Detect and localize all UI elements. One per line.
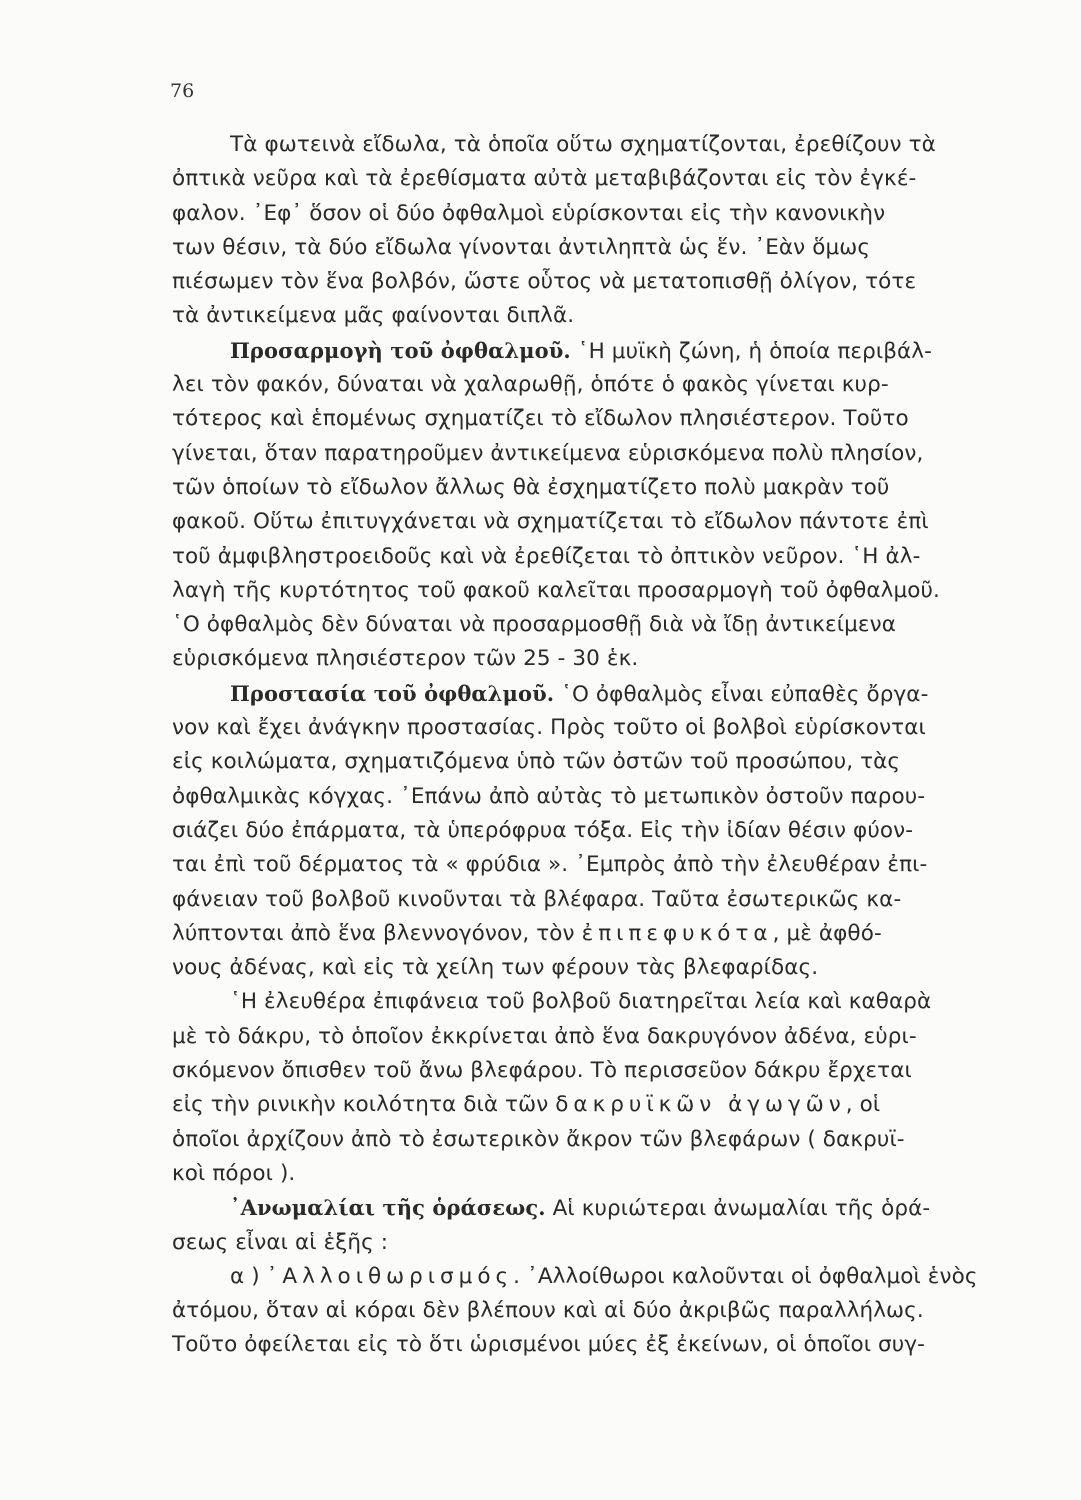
text-run: κοὶ πόροι ). xyxy=(172,1160,296,1186)
text-run: λει τὸν φακόν, δύναται νὰ χαλαρωθῇ, ὁπότε ὁ φακὸς γίνεται κυρ- xyxy=(172,372,889,398)
text-line xyxy=(172,814,1032,848)
text-run: ῾Η ἐλευθέρα ἐπιφάνεια τοῦ βολβοῦ διατηρεῖται λεία καὶ καθαρὰ xyxy=(230,989,932,1015)
text-run: λαγὴ τῆς κυρτότητος τοῦ φακοῦ καλεῖται προσαρμογὴ τοῦ ὀφθαλμοῦ. xyxy=(172,577,940,603)
text-run: νον καὶ ἔχει ἀνάγκην προστασίας. Πρὸς τοῦτο οἱ βολβοὶ εὑρίσκονται xyxy=(172,715,926,741)
section-heading: Προσαρμογὴ τοῦ ὀφθαλμοῦ. xyxy=(230,337,571,363)
text-run: τοῦ ἀμφιβληστροειδοῦς καὶ νὰ ἐρεθίζεται τὸ ὀπτικὸν νεῦρον. ῾Η ἀλ- xyxy=(172,543,921,569)
text-line xyxy=(172,1020,1032,1054)
text-line xyxy=(172,883,1032,917)
text-run: , μὲ ἀφθό- xyxy=(772,920,882,946)
text-run: σκόμενον ὄπισθεν τοῦ ἄνω βλεφάρου. Τὸ περισσεῦον δάκρυ ἔρχεται xyxy=(172,1058,912,1084)
text-run: γίνεται, ὅταν παρατηροῦμεν ἀντικείμενα εὑρισκόμενα πολὺ πλησίον, xyxy=(172,440,924,466)
text-line xyxy=(172,1088,1032,1122)
text-line xyxy=(172,231,1032,265)
text-run: εἰς κοιλώματα, σχηματιζόμενα ὑπὸ τῶν ὀστῶν τοῦ προσώπου, τὰς xyxy=(172,749,901,775)
text-run: φάνειαν τοῦ βολβοῦ κινοῦνται τὰ βλέφαρα. Ταῦτα ἐσωτερικῶς κα- xyxy=(172,886,902,912)
page-number: 76 xyxy=(170,80,195,102)
text-line xyxy=(172,540,1032,574)
text-run: ὀφθαλμικὰς κόγχας. ᾽Επάνω ἀπὸ αὐτὰς τὸ μετωπικὸν ὀστοῦν παρου- xyxy=(172,783,926,809)
text-line xyxy=(172,951,1032,985)
text-run: Τοῦτο ὀφείλεται εἰς τὸ ὅτι ὡρισμένοι μύες ἐξ ἐκείνων, οἱ ὁποῖοι συγ- xyxy=(172,1332,926,1358)
text-run: ὁποῖοι ἀρχίζουν ἀπὸ τὸ ἐσωτερικὸν ἄκρον τῶν βλεφάρων ( δακρυϊ- xyxy=(172,1126,905,1152)
text-line xyxy=(172,1054,1032,1088)
text-line xyxy=(172,368,1032,402)
text-run: νους ἀδένας, καὶ εἰς τὰ χείλη των φέρουν τὰς βλεφαρίδας. xyxy=(172,955,819,981)
text-line xyxy=(172,848,1032,882)
emphasized-term: ᾽Αλλοιθωρισμός xyxy=(266,1263,514,1289)
text-line xyxy=(172,642,1032,676)
text-run: εἰς τὴν ρινικὴν κοιλότητα διὰ τῶν xyxy=(172,1092,556,1118)
text-line xyxy=(172,128,1032,162)
text-run: φαλον. ᾽Εφ᾽ ὅσον οἱ δύο ὀφθαλμοὶ εὑρίσκονται εἰς τὴν κανονικὴν xyxy=(172,200,886,226)
text-line xyxy=(172,1260,1032,1294)
text-run: σιάζει δύο ἐπάρματα, τὰ ὑπερόφρυα τόξα. Εἰς τὴν ἰδίαν θέσιν φύον- xyxy=(172,817,914,843)
text-run: ται ἐπὶ τοῦ δέρματος τὰ « φρύδια ». ᾽Εμπρὸς ἀπὸ τὴν ἐλευθέραν ἐπι- xyxy=(172,852,928,878)
text-line xyxy=(172,1157,1032,1191)
text-run: μὲ τὸ δάκρυ, τὸ ὁποῖον ἐκκρίνεται ἀπὸ ἕνα δακρυγόνον ἀδένα, εὑρι- xyxy=(172,1023,917,1049)
page-text xyxy=(172,128,1032,1363)
text-line xyxy=(172,1191,1032,1225)
text-run: λύπτονται ἀπὸ ἕνα βλεννογόνον, τὸν xyxy=(172,920,582,946)
text-line xyxy=(172,334,1032,368)
text-run: πιέσωμεν τὸν ἕνα βολβόν, ὥστε οὗτος νὰ μετατοπισθῇ ὀλίγον, τότε xyxy=(172,269,917,295)
text-line xyxy=(172,505,1032,539)
text-run: τὰ ἀντικείμενα μᾶς φαίνονται διπλᾶ. xyxy=(172,303,575,329)
text-line xyxy=(172,1328,1032,1362)
text-run: ῾Ο ὀφθαλμὸς δὲν δύναται νὰ προσαρμοσθῇ διὰ νὰ ἴδῃ ἀντικείμενα xyxy=(172,612,896,638)
text-line xyxy=(172,745,1032,779)
text-line xyxy=(172,299,1032,333)
emphasized-term: ἐπιπεφυκότα xyxy=(581,920,773,946)
text-run: σεως εἶναι αἱ ἑξῆς : xyxy=(172,1229,389,1255)
text-line xyxy=(172,197,1032,231)
text-line xyxy=(172,608,1032,642)
text-run: φακοῦ. Οὕτω ἐπιτυγχάνεται νὰ σχηματίζεται τὸ εἴδωλον πάντοτε ἐπὶ xyxy=(172,509,929,535)
text-line xyxy=(172,1123,1032,1157)
text-line xyxy=(172,1294,1032,1328)
text-run: ῾Η μυϊκὴ ζώνη, ἡ ὁποία περιβάλ- xyxy=(570,338,932,364)
text-run: εὑρισκόμενα πλησιέστερον τῶν 25 - 30 ἑκ. xyxy=(172,646,639,672)
text-line xyxy=(172,677,1032,711)
text-line xyxy=(172,402,1032,436)
text-line xyxy=(172,437,1032,471)
text-run: ἀτόμου, ὅταν αἱ κόραι δὲν βλέπουν καὶ αἱ δύο ἀκριβῶς παραλλήλως. xyxy=(172,1298,924,1324)
text-line xyxy=(172,780,1032,814)
text-run: τότερος καὶ ἑπομένως σχηματίζει τὸ εἴδωλον πλησιέστερον. Τοῦτο xyxy=(172,406,909,432)
text-line xyxy=(172,265,1032,299)
text-line xyxy=(172,1226,1032,1260)
text-run: τῶν ὁποίων τὸ εἴδωλον ἄλλως θὰ ἐσχηματίζετο πολὺ μακρὰν τοῦ xyxy=(172,474,890,500)
text-line xyxy=(172,574,1032,608)
emphasized-term: δακρυϊκῶν ἀγωγῶν xyxy=(555,1092,846,1118)
text-run: ῾Ο ὀφθαλμὸς εἶναι εὐπαθὲς ὄργα- xyxy=(554,681,929,707)
text-run: Τὰ φωτεινὰ εἴδωλα, τὰ ὁποῖα οὕτω σχηματίζονται, ἐρεθίζουν τὰ xyxy=(230,132,936,157)
text-line xyxy=(172,985,1032,1019)
text-line xyxy=(172,162,1032,196)
text-run: ὀπτικὰ νεῦρα καὶ τὰ ἐρεθίσματα αὐτὰ μεταβιβάζονται εἰς τὸν ἐγκέ- xyxy=(172,166,917,192)
text-run: . ᾽Αλλοίθωροι καλοῦνται οἱ ὀφθαλμοὶ ἑνὸς xyxy=(513,1263,978,1289)
text-run: των θέσιν, τὰ δύο εἴδωλα γίνονται ἀντιληπτὰ ὡς ἕν. ᾽Εὰν ὅμως xyxy=(172,234,871,260)
text-run: Αἱ κυριώτεραι ἀνωμαλίαι τῆς ὁρά- xyxy=(545,1196,931,1222)
text-run: α ) xyxy=(230,1263,267,1289)
text-line xyxy=(172,711,1032,745)
text-run: , οἱ xyxy=(845,1092,881,1118)
text-line xyxy=(172,471,1032,505)
text-line xyxy=(172,917,1032,951)
section-heading: Προστασία τοῦ ὀφθαλμοῦ. xyxy=(230,680,555,706)
section-heading: ᾽Ανωμαλίαι τῆς ὁράσεως. xyxy=(230,1195,546,1221)
